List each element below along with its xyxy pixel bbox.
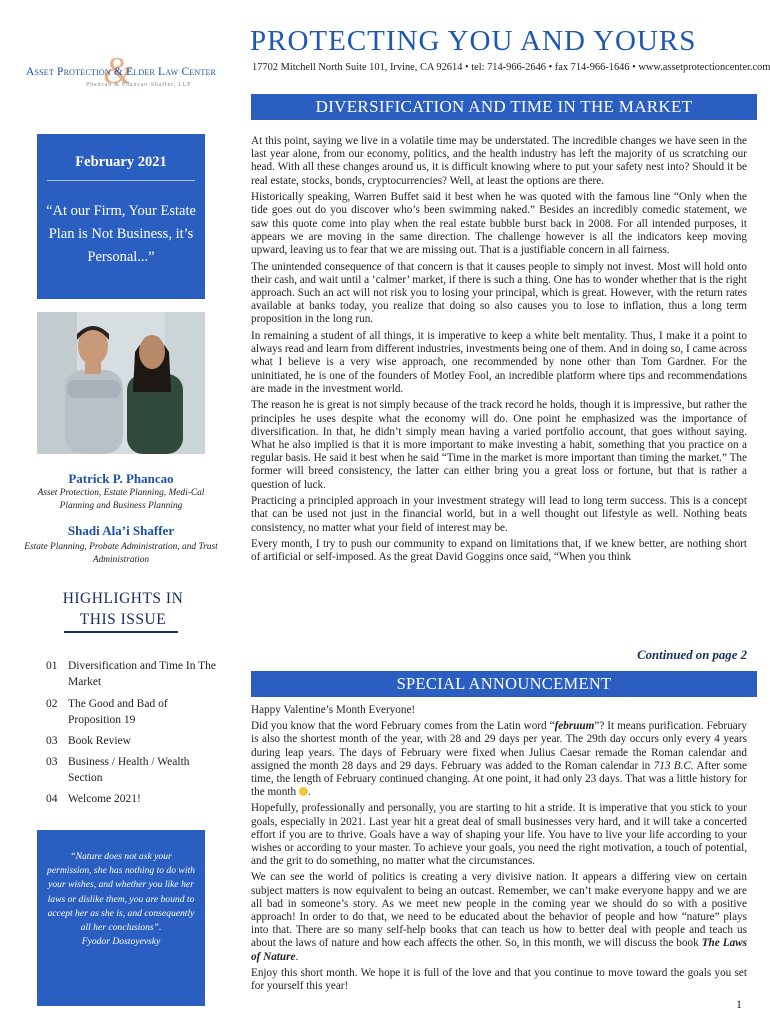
divider bbox=[47, 180, 195, 181]
continued-link: Continued on page 2 bbox=[637, 648, 747, 662]
newsletter-title: PROTECTING YOU AND YOURS bbox=[250, 25, 697, 57]
article-paragraph: In remaining a student of all things, it is imperative to keep a white belt mentality. Thus, I make it a point to always read and learn from different industries, investments being one of them. And in doing so, I came across what I believe is a very wise approach, one recommended by none other than Tom Gardner. For the uninitiated, he is one of the founders of Motley Fool, an incredible platform where tips and recommendations are made in the investment world. bbox=[251, 330, 747, 395]
issue-date: February 2021 bbox=[75, 154, 167, 170]
firm-logo bbox=[22, 50, 252, 96]
attorney-name: Shadi Ala’i Shaffer bbox=[67, 523, 175, 538]
highlight-text: Book Review bbox=[68, 735, 131, 747]
text-run: Did you know that the word February comes from the Latin word “ bbox=[251, 720, 555, 733]
highlight-text: Welcome 2021! bbox=[68, 793, 141, 805]
attorney-role: Estate Planning, Probate Administration, and Trust Administration bbox=[24, 542, 218, 565]
article-paragraph: The unintended consequence of that concern is that it causes people to simply not invest. Most will hold onto their cash, and wait until a ‘calmer’ market, if there is such a thing. One has to wonder whether that is the right approach. Such an act will not risk you to losing your principal, which is great. However, with the return rates available at banks today, you realize that doing so also causes you to lose to inflation, thus a long term proposition in the long run. bbox=[251, 260, 747, 326]
article-body bbox=[251, 135, 747, 568]
article-paragraph: Practicing a principled approach in your investment strategy will lead to long term success. This is a concept that can be used not just in the financial world, but in a well thought out lifestyle as well. Nothing beats consistency, no matter what your field of interest may be. bbox=[251, 495, 747, 534]
highlight-text: Diversification and Time In The Market bbox=[68, 660, 216, 688]
article-banner: DIVERSIFICATION AND TIME IN THE MARKET bbox=[251, 94, 757, 120]
book-title: The Laws of Nature bbox=[251, 937, 748, 963]
attorney-role: Asset Protection, Estate Planning, Medi-Cal Planning and Business Planning bbox=[37, 488, 205, 511]
logo-firm-name: Asset Protection & Elder Law Center bbox=[26, 66, 217, 78]
highlight-text: Business / Health / Wealth Section bbox=[68, 756, 190, 784]
closing-quote bbox=[47, 850, 195, 949]
announcement-paragraph: Enjoy this short month. We hope it is full of the love and that you continue to move toward the goals you set for yourself this year! bbox=[251, 966, 747, 993]
text-run: ”? It means purification. February is also the shortest month of the year, with 28 and 29 days per year. The 29th day occurs only every 4 years during leap years. The days of February were fixed when Julius Caesar remade the Roman calendar and assigned the month 28 days and 29 days. February was added to the Roman calendar in bbox=[251, 720, 747, 772]
announcement-greeting: Happy Valentine’s Month Everyone! bbox=[251, 704, 416, 716]
highlight-number: 02 bbox=[46, 698, 58, 710]
highlight-number: 03 bbox=[46, 756, 58, 768]
firm-quote: “At our Firm, Your Estate Plan is Not Business, it’s Personal...” bbox=[46, 203, 196, 265]
highlights-heading: HIGHLIGHTS IN THIS ISSUE bbox=[62, 590, 184, 628]
article-paragraph: The reason he is great is not simply because of the track record he holds, though it is impressive, but rather the principles he uses despite what the economy will do. One point he emphasized was the importance of diversification. In that, he didn’t simply mean having a varied portfolio account, that goes without saying. What he also implied is that it is more important to make investing a habit, something that you practice on a regular basis. He said it best when he said “Time in the market is more important than timing the market.” The former will breed consistency, the latter can either bring you a great loss or fortune, but that is rather a question of luck. bbox=[251, 399, 747, 491]
dostoyevsky-quote-box bbox=[37, 830, 205, 1006]
latin-word: februum bbox=[554, 720, 595, 733]
highlights-underline bbox=[64, 631, 178, 633]
highlight-number: 03 bbox=[46, 735, 58, 747]
contact-line: 17702 Mitchell North Suite 101, Irvine, CA 92614 • tel: 714-966-2646 • fax 714-966-1646 • www.assetprotectioncenter.com bbox=[252, 62, 770, 73]
text-run: We can see the world of politics is creating a very divisive nation. It appears a differing view on certain subject matters is now equivalent to being an outcast. Remember, we can’t make everyone happy and we are all bad in someone’s story. As we meet new people in the coming year we should do so with a positive approach! In order to do that, we need to be educated about the behavior of people and how “nature” plays into that. There are so many self-help books that can teach us how to better deal with people and teach us about the laws of nature and how each affects the other. So, in this month, we will discuss the book bbox=[251, 871, 747, 950]
announcement-paragraph: Did you know that the word February comes from the Latin word “februum”? It means purification. February is also the shortest month of the year, with 28 and 29 days per year. The 29th day occurs only every 4 years during leap years. The days of February were fixed when Julius Caesar remade the Roman calendar and assigned the month 28 days and 29 days. February was added to the Roman calendar in 713 B.C. After some time, the length of February continued changing. At one point, it had only 23 days. That was a little history for the month . bbox=[251, 720, 747, 799]
announcement-body bbox=[251, 704, 747, 996]
highlight-text: The Good and Bad of Proposition 19 bbox=[68, 698, 168, 726]
highlight-number: 01 bbox=[46, 660, 58, 672]
article-paragraph: Every month, I try to push our community to expand on limitations that, if we knew better, are nothing short of artificial or self-imposed. As the great David Goggins once said, “When you think bbox=[251, 538, 747, 564]
year-text: 713 B.C. bbox=[653, 759, 694, 772]
logo-subtitle: Phancao & Phancao-Shaffer, LLP bbox=[86, 82, 192, 88]
closing-quote-text: “Nature does not ask your permission, she has nothing to do with your wishes, and whether you like her laws or dislike them, you are bound to accept her as she is, and consequently all her conclusions”. bbox=[47, 851, 195, 934]
text-run: . bbox=[295, 950, 299, 963]
page-number: 1 bbox=[736, 997, 742, 1011]
highlight-number: 04 bbox=[46, 793, 58, 805]
attorney-name: Patrick P. Phancao bbox=[68, 471, 174, 486]
announcement-paragraph: Hopefully, professionally and personally, you are starting to hit a stride. It is imperative that you stick to your goals, especially in 2021. Last year hit a great deal of small businesses very hard, and it will take a concerted effort if you are to thrive. Goals have a way of shaping your life. You have to live your life according to your wishes or according to your master. To achieve your goals, you need the right motivation, a touch of potential, and the grit to do something, no matter what the circumstances. bbox=[251, 802, 747, 868]
smiley-icon bbox=[299, 787, 308, 796]
article-paragraph: At this point, saying we live in a volatile time may be understated. The incredible changes we have seen in the last year alone, from our economy, politics, and the health industry has left the majority of us scratching our head. With all these changes around us, it is difficult knowing where to put your safety nest into? Should it be real estate, stocks, bonds, cryptocurrencies? Well, at least the options are there. bbox=[251, 135, 747, 187]
attorneys-photo bbox=[37, 312, 205, 454]
announcement-paragraph bbox=[251, 871, 747, 963]
text-run: After some time, the length of February continued changing. At one point, it had only 23 days. That was a little history for the month bbox=[251, 759, 747, 799]
logo-ampersand: & bbox=[103, 50, 133, 92]
article-paragraph: Historically speaking, Warren Buffet said it best when he was quoted with the famous line “Only when the tide goes out do you discover who’s been swimming naked.” Besides an incredibly comedic statement, we saw this quote come into play when the real estate bubble burst back in 2008. For all intended purposes, it appears we are moving in the same direction. The challenge however is all the indicators keep moving upward, leaving us to fear that we are missing out. That is a justifiable concern in all fairness. bbox=[251, 191, 747, 257]
closing-quote-author: Fyodor Dostoyevsky bbox=[81, 936, 161, 948]
attorneys-photo-illustration bbox=[37, 312, 205, 454]
date-quote-box bbox=[37, 134, 205, 299]
special-announcement-banner: SPECIAL ANNOUNCEMENT bbox=[251, 671, 757, 697]
